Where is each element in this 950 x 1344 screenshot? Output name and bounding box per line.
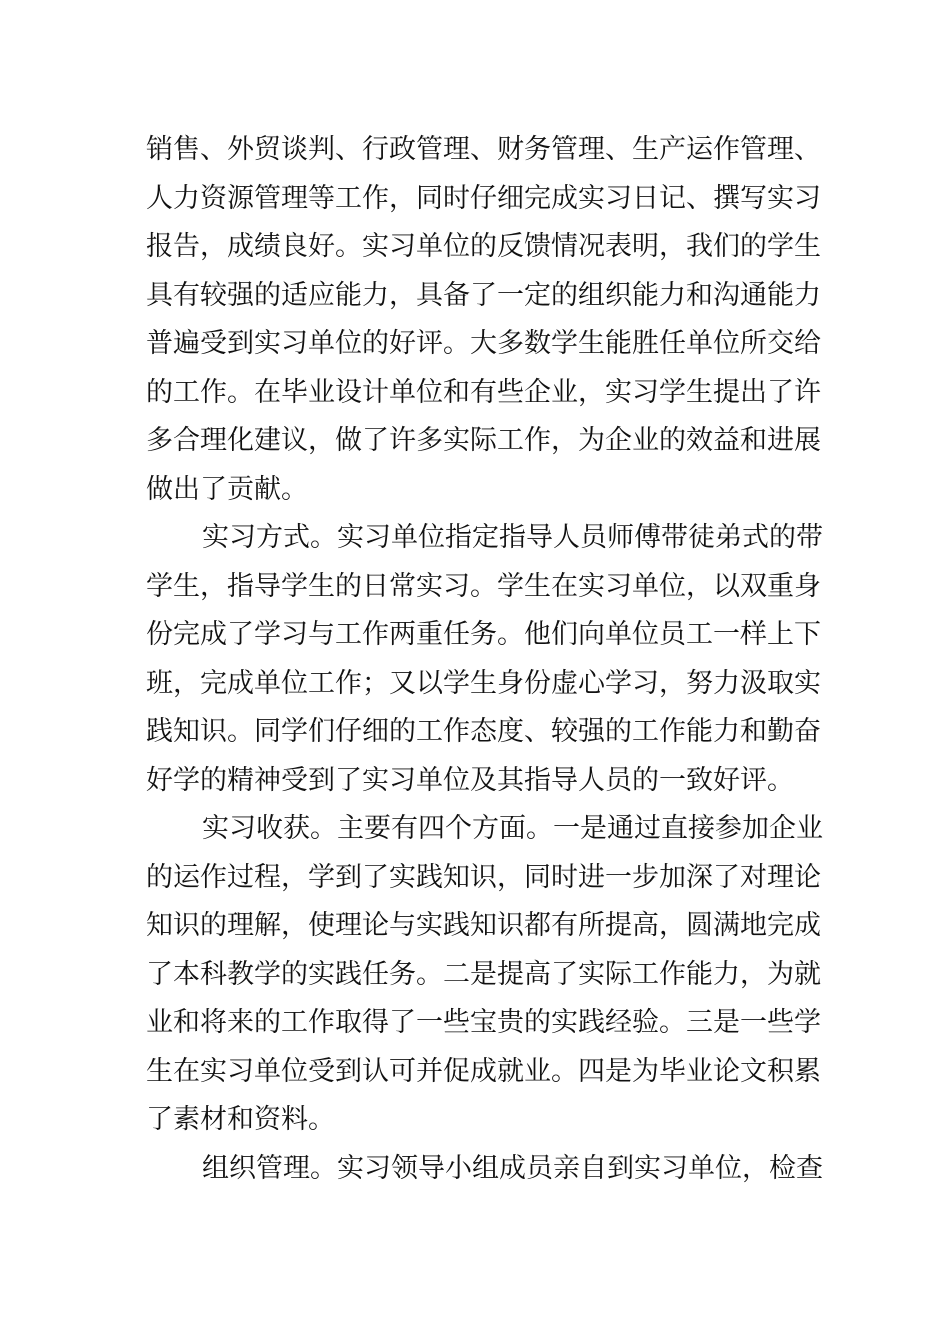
text-line: 了素材和资料。 [146,1104,335,1135]
paragraph-first-line: 实习收获。主要有四个方面。一是通过直接参加企业 [202,813,823,844]
text-line: 生在实习单位受到认可并促成就业。四是为毕业论文积累 [146,1055,821,1087]
text-line: 普遍受到实习单位的好评。大多数学生能胜任单位所交给 [146,328,821,359]
text-line: 份完成了学习与工作两重任务。他们向单位员工一样上下 [146,619,821,650]
text-line: 多合理化建议，做了许多实际工作，为企业的效益和进展 [146,425,821,456]
text-line: 的运作过程，学到了实践知识，同时进一步加深了对理论 [146,861,821,893]
text-line: 具有较强的适应能力，具备了一定的组织能力和沟通能力 [146,279,821,311]
text-line: 的工作。在毕业设计单位和有些企业，实习学生提出了许 [146,376,821,408]
body-text [146,126,823,1193]
paragraph-first-line: 实习方式。实习单位指定指导人员师傅带徒弟式的带 [202,522,823,553]
text-line: 报告，成绩良好。实习单位的反馈情况表明，我们的学生 [146,231,821,262]
text-line: 知识的理解，使理论与实践知识都有所提高，圆满地完成 [146,910,821,941]
text-line: 好学的精神受到了实习单位及其指导人员的一致好评。 [146,764,794,796]
text-line: 做出了贡献。 [146,473,308,505]
text-line: 学生，指导学生的日常实习。学生在实习单位，以双重身 [146,570,821,602]
text-line: 班，完成单位工作；又以学生身份虚心学习，努力汲取实 [146,667,821,699]
text-line: 人力资源管理等工作，同时仔细完成实习日记、撰写实习 [146,182,821,214]
text-line: 了本科教学的实践任务。二是提高了实际工作能力，为就 [146,958,821,990]
text-line: 业和将来的工作取得了一些宝贵的实践经验。三是一些学 [146,1007,821,1038]
text-line: 践知识。同学们仔细的工作态度、较强的工作能力和勤奋 [146,716,821,747]
text-line: 销售、外贸谈判、行政管理、财务管理、生产运作管理、 [146,134,821,165]
paragraph-first-line: 组织管理。实习领导小组成员亲自到实习单位，检查 [202,1152,823,1184]
